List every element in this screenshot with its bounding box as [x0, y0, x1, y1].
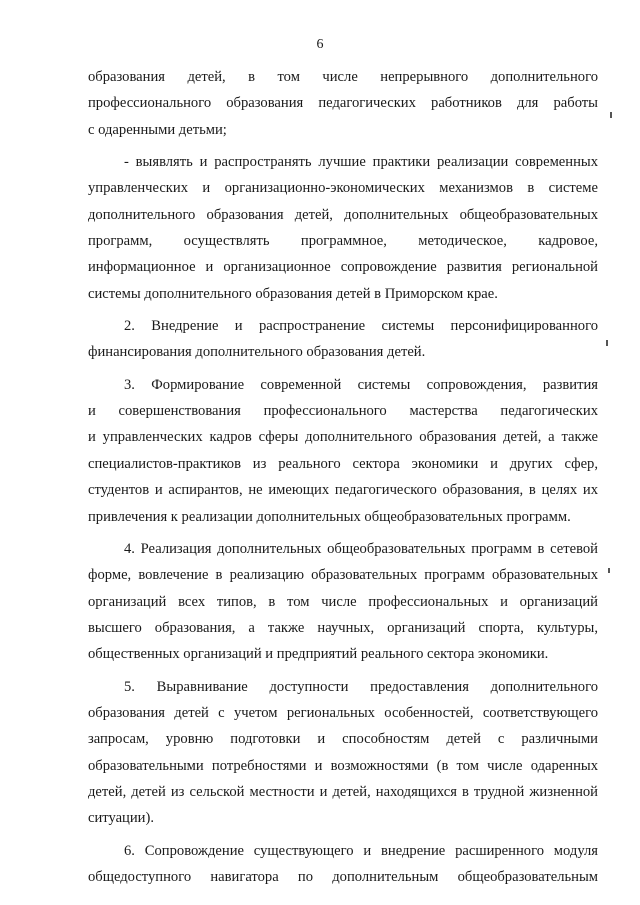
- text-line: 3. Формирование современной системы сопровождения, развития: [124, 376, 598, 393]
- text-line: образования детей с учетом региональных особенностей, соответствующего: [88, 704, 598, 721]
- text-line: форме, вовлечение в реализацию образовательных программ образовательных: [88, 567, 598, 584]
- text-line: информационное и организационное сопровождение развития региональной: [88, 259, 598, 276]
- text-line: профессионального образования педагогических работников для работы: [88, 95, 598, 112]
- text-line: и совершенствования профессионального мастерства педагогических: [88, 403, 598, 420]
- text-line: управленческих и организационно-экономических механизмов в системе: [88, 180, 598, 197]
- text-line: общественных организаций и предприятий реального сектора экономики.: [88, 646, 549, 663]
- paragraph-item-6: [88, 838, 598, 891]
- text-line: образовательными потребностями и возможностями (в том числе одаренных: [88, 757, 598, 774]
- text-line: и управленческих кадров сферы дополнительного образования детей, а также: [88, 429, 598, 446]
- text-line: - выявлять и распространять лучшие практики реализации современных: [124, 154, 598, 171]
- text-line: 2. Внедрение и распространение системы персонифицированного: [124, 318, 598, 335]
- text-line: специалистов-практиков из реального сектора экономики и других сфер,: [88, 455, 598, 472]
- text-line: студентов и аспирантов, не имеющих педагогического образования, в целях их: [88, 482, 598, 499]
- paragraph-practices: [88, 149, 598, 307]
- text-line: общедоступного навигатора по дополнительным общеобразовательным: [88, 868, 598, 885]
- text-line: привлечения к реализации дополнительных общеобразовательных программ.: [88, 508, 571, 525]
- paragraph-item-4: [88, 536, 598, 668]
- text-line: с одаренными детьми;: [88, 121, 227, 138]
- text-line: детей, детей из сельской местности и детей, находящихся в трудной жизненной: [88, 783, 598, 800]
- document-body: [88, 64, 598, 890]
- page-number: 6: [316, 37, 324, 52]
- text-line: высшего образования, а также научных, организаций спорта, культуры,: [88, 619, 598, 636]
- text-line: 5. Выравнивание доступности предоставления дополнительного: [124, 678, 598, 695]
- paragraph-continuation: [88, 64, 598, 143]
- text-line: ситуации).: [88, 810, 154, 827]
- text-line: организаций всех типов, в том числе профессиональных и организаций: [88, 593, 598, 610]
- scan-mark: [606, 340, 608, 346]
- text-line: дополнительного образования детей, дополнительных общеобразовательных: [88, 206, 598, 223]
- text-line: запросам, уровню подготовки и способностям детей с различными: [88, 731, 598, 748]
- text-line: программ, осуществлять программное, методическое, кадровое,: [88, 233, 598, 250]
- text-line: финансирования дополнительного образования детей.: [88, 344, 426, 361]
- text-line: 6. Сопровождение существующего и внедрение расширенного модуля: [124, 842, 598, 859]
- text-line: образования детей, в том числе непрерывного дополнительного: [88, 69, 598, 85]
- scan-mark: [610, 112, 612, 118]
- paragraph-item-5: [88, 674, 598, 832]
- scan-mark: [608, 568, 610, 573]
- paragraph-item-3: [88, 372, 598, 530]
- text-line: 4. Реализация дополнительных общеобразовательных программ в сетевой: [124, 540, 598, 557]
- text-line: системы дополнительного образования детей в Приморском крае.: [88, 285, 498, 302]
- paragraph-item-2: [88, 313, 598, 366]
